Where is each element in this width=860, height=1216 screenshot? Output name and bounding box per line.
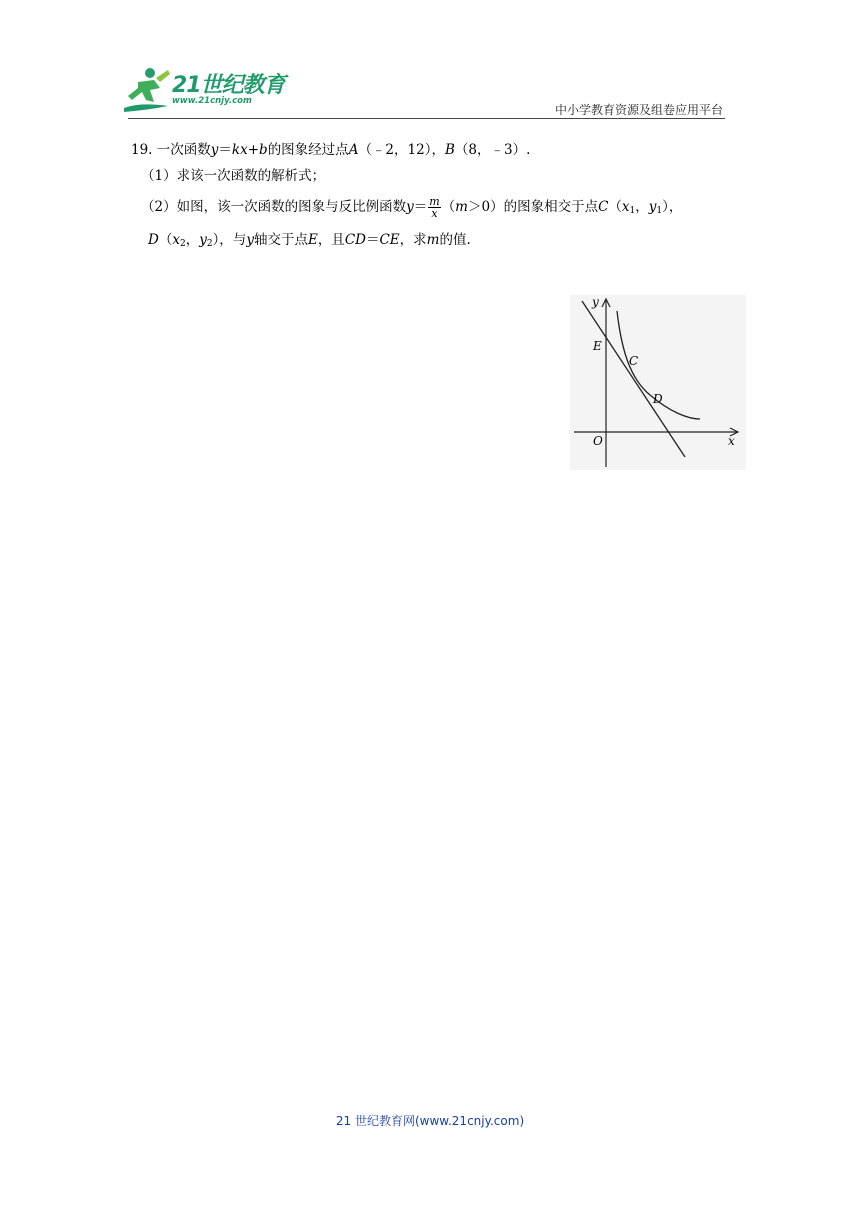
paren-open: （: [441, 199, 456, 215]
var-y: y: [246, 232, 254, 248]
subscript-2: 2: [206, 239, 213, 249]
stem-text: 一次函数: [156, 142, 211, 158]
point-d-label: D: [653, 392, 663, 406]
point-d-label: D: [148, 232, 159, 248]
part2-text-2: ＞0）的图象相交于点: [467, 199, 599, 215]
point-c-label: C: [629, 354, 639, 368]
point-e-label: E: [307, 232, 318, 248]
equals-sign: ＝: [365, 232, 380, 248]
point-b-coords: （8，﹣3）.: [454, 142, 531, 158]
comma: ，: [185, 232, 200, 248]
part2-text-5: ，且: [317, 232, 345, 248]
part2-text: （2）如图，该一次函数的图象与反比例函数: [141, 199, 407, 215]
point-a-label: A: [348, 142, 359, 158]
equals-sign: ＝: [413, 199, 428, 215]
fraction-m-over-x: [428, 196, 440, 219]
problem-stem: [131, 138, 530, 162]
paren-close: ），: [662, 199, 683, 215]
plus-sign: +: [247, 142, 260, 158]
var-y: y: [210, 142, 219, 158]
segment-cd: CD: [344, 232, 366, 248]
logo-text: 21世纪教育: [172, 73, 285, 98]
point-b-label: B: [444, 142, 455, 158]
var-y1: y: [648, 199, 657, 215]
var-x2: x: [172, 232, 180, 248]
part2-text-4: 轴交于点: [253, 232, 308, 248]
runner-logo-icon: [120, 66, 172, 114]
subscript-2: 2: [179, 239, 186, 249]
page-header: [0, 0, 860, 120]
subscript-1: 1: [629, 206, 636, 216]
point-c-label: C: [598, 199, 609, 215]
paren-open: （: [158, 232, 173, 248]
var-y: y: [406, 199, 414, 215]
origin-label: O: [593, 434, 603, 448]
part-2: [141, 195, 682, 223]
x-axis-label: x: [728, 434, 735, 448]
part2-text-3: ），与: [212, 232, 247, 248]
var-b: b: [259, 142, 268, 158]
graph-svg: [570, 295, 746, 470]
paren-open: （: [608, 199, 622, 215]
equals-sign: ＝: [218, 142, 232, 158]
y-axis-label: y: [592, 295, 599, 309]
var-x1: x: [621, 199, 630, 215]
fraction-numerator: m: [429, 195, 440, 208]
logo-url: www.21cnjy.com: [172, 96, 252, 106]
part-2-line-2: [148, 228, 471, 256]
point-e-label: E: [593, 339, 602, 353]
var-y2: y: [199, 232, 207, 248]
subscript-1: 1: [656, 206, 663, 216]
problem-number: 19.: [131, 142, 153, 158]
point-a-coords: （﹣2，12），: [358, 142, 445, 158]
fraction-denominator: x: [431, 207, 438, 220]
part2-text-6: ，求: [399, 232, 427, 248]
comma: ，: [635, 199, 649, 215]
var-m: m: [426, 232, 440, 248]
stem-text-2: 的图象经过点: [267, 142, 349, 158]
page-footer[interactable]: 21 世纪教育网(www.21cnjy.com): [335, 1114, 525, 1128]
coordinate-figure: [570, 295, 746, 470]
header-tagline: 中小学教育资源及组卷应用平台: [554, 103, 723, 117]
site-logo[interactable]: [120, 66, 295, 116]
part2-text-7: 的值.: [439, 232, 471, 248]
var-kx: kx: [231, 142, 248, 158]
segment-ce: CE: [379, 232, 400, 248]
part-1: （1）求该一次函数的解析式；: [141, 168, 326, 184]
var-m: m: [455, 199, 468, 215]
header-divider: [128, 118, 725, 119]
